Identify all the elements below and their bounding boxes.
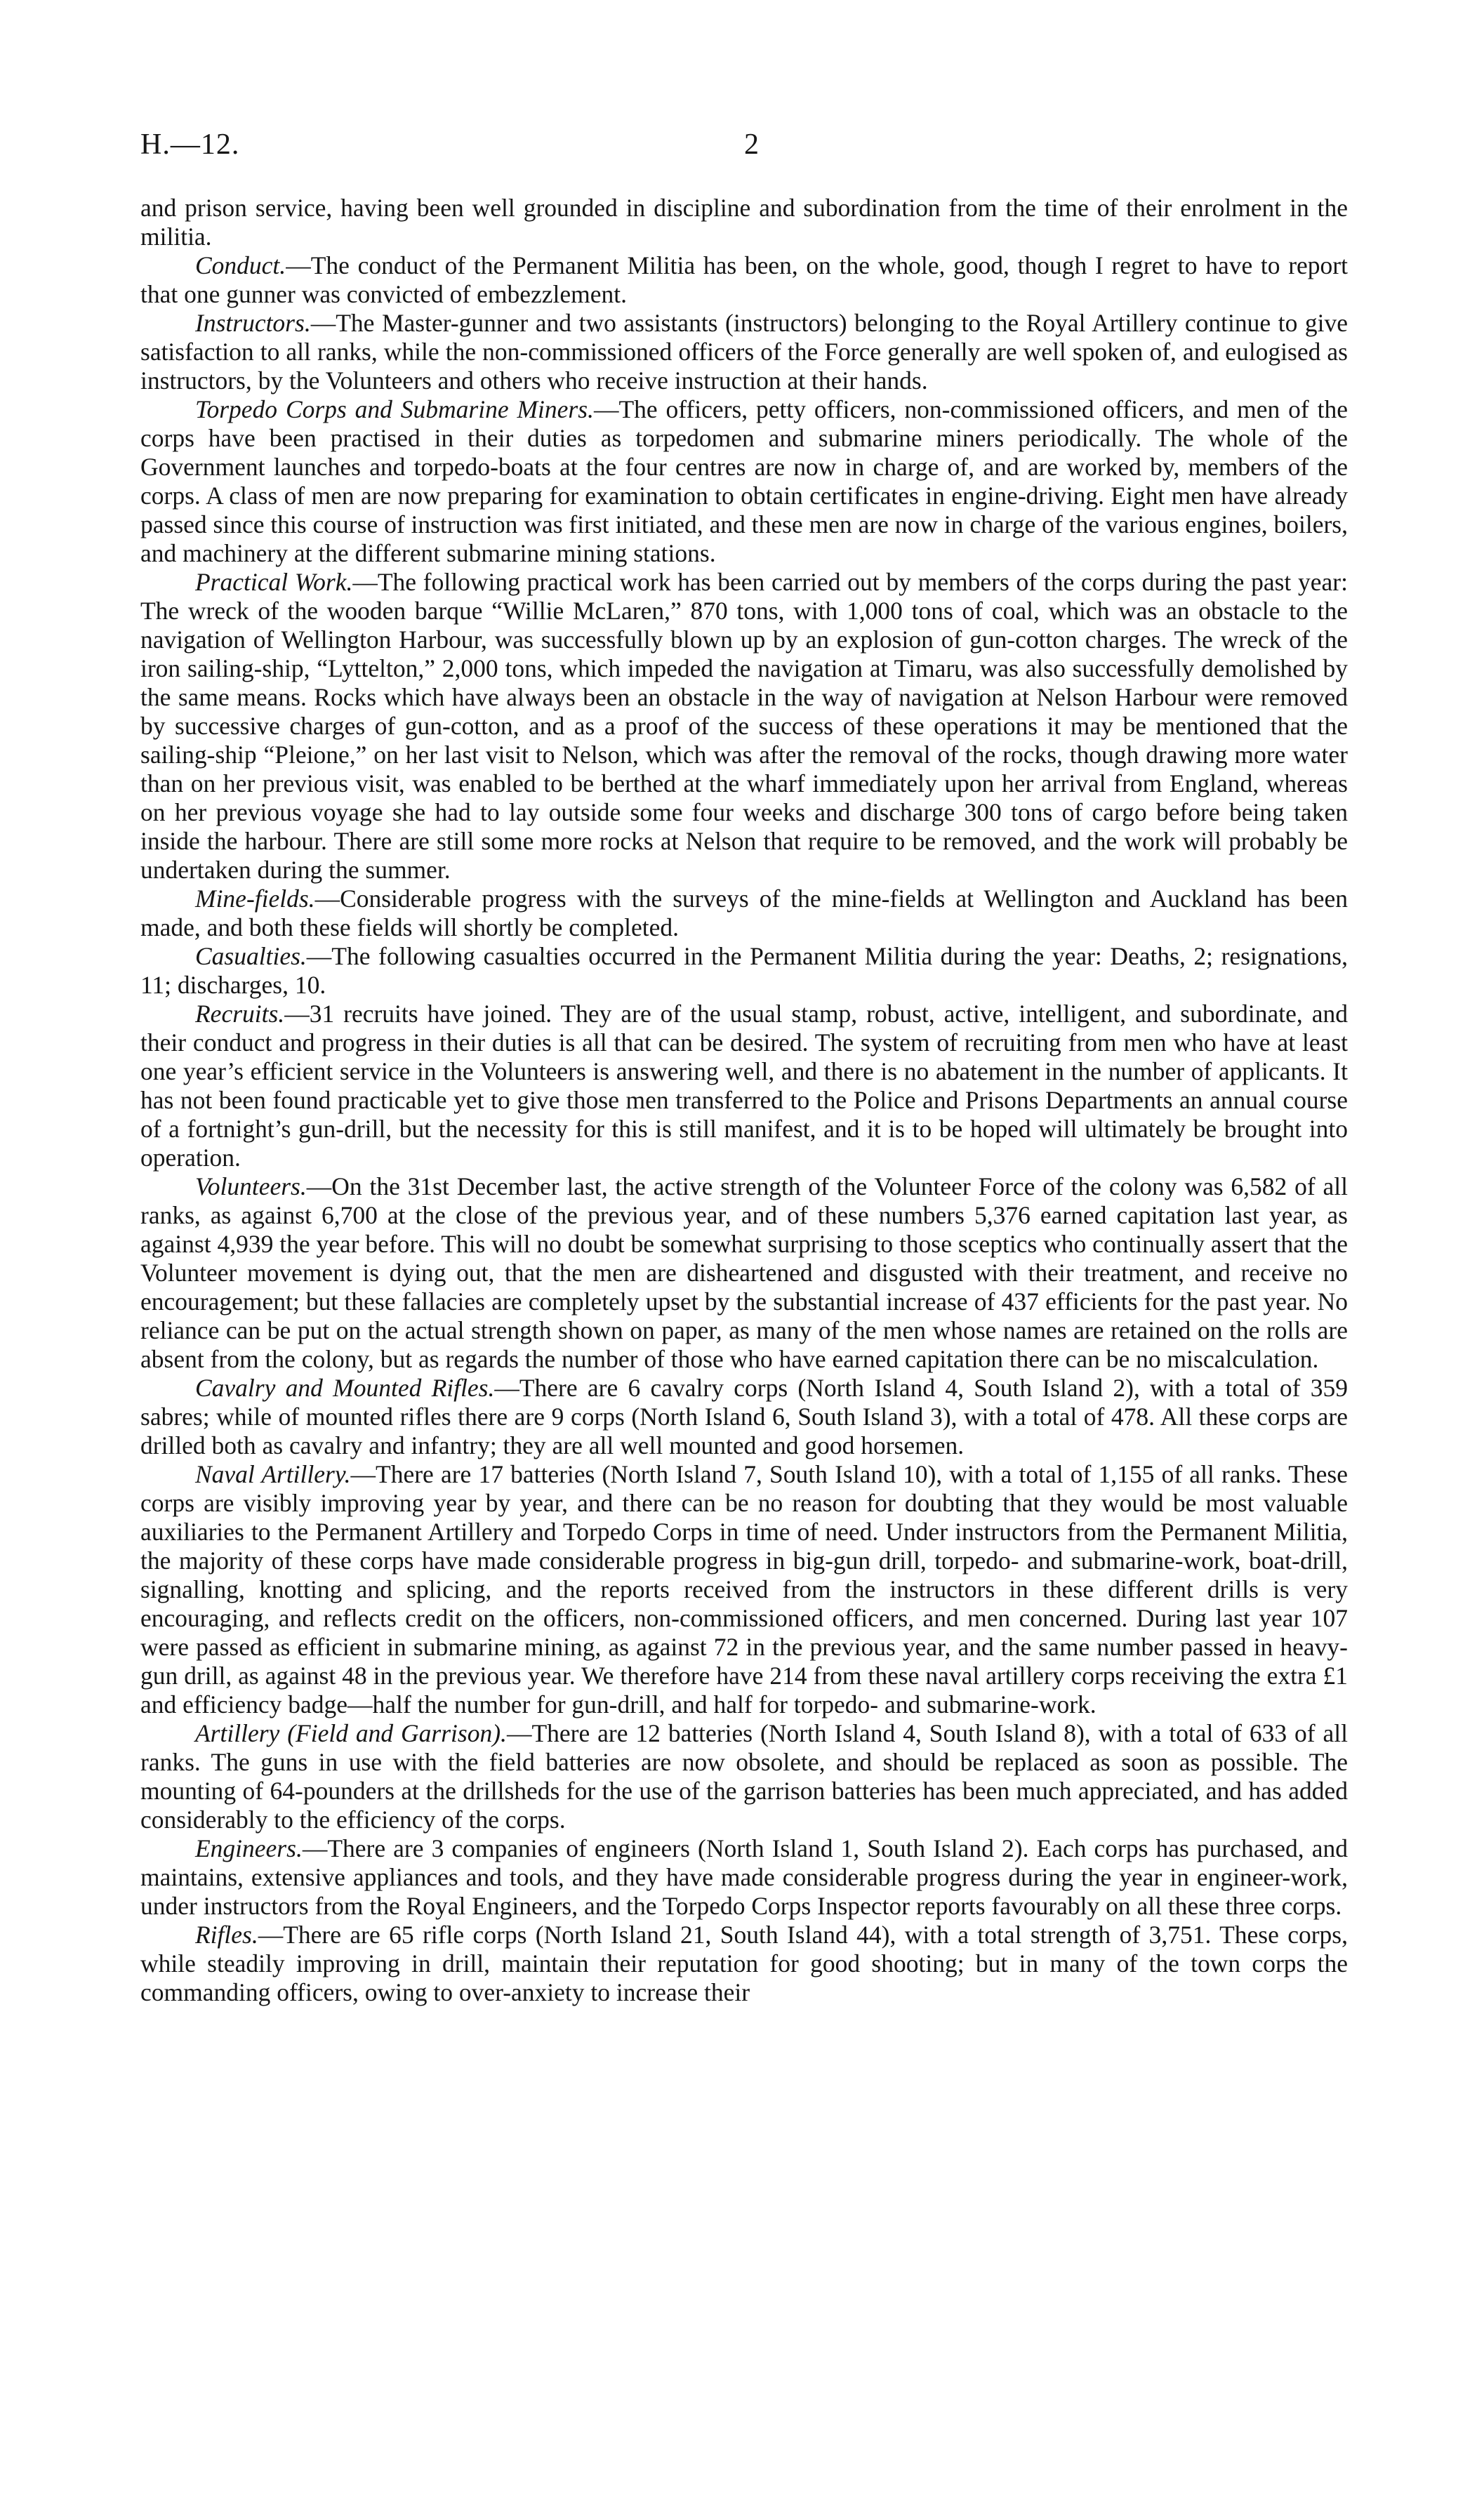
section-heading: Recruits. (195, 1000, 285, 1028)
section-heading: Casualties. (195, 942, 307, 970)
paragraph-text: —The conduct of the Permanent Militia has been, on the whole, good, though I regret to have to report that one gunner was convicted of embezzlement. (140, 251, 1348, 308)
paragraph-torpedo-corps (140, 395, 1348, 568)
section-heading: Artillery (Field and Garrison). (195, 1719, 507, 1747)
paragraph-text: —The following casualties occurred in the Permanent Militia during the year: Deaths, 2; resignations, 11; discharges, 10. (140, 942, 1348, 999)
paragraph-text: —There are 65 rifle corps (North Island 21, South Island 44), with a total strength of 3,751. These corps, while steadily improving in drill, maintain their reputation for good shooting; but in many of the town corps the commanding officers, owing to over-anxiety to increase their (140, 1921, 1348, 2006)
paragraph-text: —31 recruits have joined. They are of the usual stamp, robust, active, intelligent, and subordinate, and their conduct and progress in their duties is all that can be desired. The system of recruiting from men who have at least one year’s efficient service in the Volunteers is answering well, and there is no abatement in the number of applicants. It has not been found practicable yet to give those men transferred to the Police and Prisons Departments an annual course of a fortnight’s gun-drill, but the necessity for this is still manifest, and it is to be hoped will ultimately be brought into operation. (140, 1000, 1348, 1172)
paragraph-text: and prison service, having been well grounded in discipline and subordination from the time of their enrolment in the militia. (140, 194, 1348, 251)
paragraph-mine-fields (140, 885, 1348, 942)
page-header (140, 128, 1348, 170)
paragraph-cavalry (140, 1374, 1348, 1460)
paragraph-rifles (140, 1921, 1348, 2007)
paragraph-text: —There are 6 cavalry corps (North Island 4, South Island 2), with a total of 359 sabres; while of mounted rifles there are 9 corps (North Island 6, South Island 3), with a total of 478. All these corps are drilled both as cavalry and infantry; they are all well mounted and good horsemen. (140, 1374, 1348, 1459)
paragraph-engineers (140, 1834, 1348, 1921)
section-heading: Cavalry and Mounted Rifles. (195, 1374, 495, 1402)
section-heading: Mine-fields. (195, 885, 315, 913)
paragraph-recruits (140, 1000, 1348, 1172)
paragraph-text: —There are 17 batteries (North Island 7, South Island 10), with a total of 1,155 of all ranks. These corps are visibly improving year by year, and there can be no reason for doubting that they would be most valuable auxiliaries to the Permanent Artillery and Torpedo Corps in time of need. Under instructors from the Permanent Militia, the majority of these corps have made considerable progress in big-gun drill, torpedo- and submarine-work, boat-drill, signalling, knotting and splicing, and the reports received from the instructors in these different drills is very encouraging, and reflects credit on the officers, non-commissioned officers, and men concerned. During last year 107 were passed as efficient in submarine mining, as against 72 in the previous year, and the same number passed in heavy-gun drill, as against 48 in the previous year. We therefore have 214 from these naval artillery corps receiving the extra £1 and efficiency badge—half the number for gun-drill, and half for torpedo- and submarine-work. (140, 1460, 1349, 1718)
paragraph-naval-artillery (140, 1460, 1348, 1719)
paragraph-text: —The officers, petty officers, non-commissioned officers, and men of the corps have been practised in their duties as torpedomen and submarine miners periodically. The whole of the Government launches and torpedo-boats at the four centres are now in charge of, and are worked by, members of the corps. A class of men are now preparing for examination to obtain certificates in engine-driving. Eight men have already passed since this course of instruction was first initiated, and these men are now in charge of the various engines, boilers, and machinery at the different submarine mining stations. (140, 395, 1348, 567)
page-number: 2 (744, 128, 759, 161)
paragraph-text: —There are 12 batteries (North Island 4, South Island 8), with a total of 633 of all ranks. The guns in use with the field batteries are now obsolete, and should be replaced as soon as possible. The mounting of 64-pounders at the drillsheds for the use of the garrison batteries has been much appreciated, and has added considerably to the efficiency of the corps. (140, 1719, 1348, 1834)
section-heading: Engineers. (195, 1834, 303, 1862)
section-heading: Conduct. (195, 251, 286, 279)
paragraph-text: —Considerable progress with the surveys of the mine-fields at Wellington and Auckland has been made, and both these fields will shortly be completed. (140, 885, 1348, 941)
paragraph-text: —On the 31st December last, the active strength of the Volunteer Force of the colony was 6,582 of all ranks, as against 6,700 at the close of the previous year, and of these numbers 5,376 earned capitation last year, as against 4,939 the year before. This will no doubt be somewhat surprising to those sceptics who continually assert that the Volunteer movement is dying out, that the men are disheartened and disgusted with their treatment, and receive no encouragement; but these fallacies are completely upset by the substantial increase of 437 efficients for the past year. No reliance can be put on the actual strength shown on paper, as many of the men whose names are retained on the rolls are absent from the colony, but as regards the number of those who have earned capitation there can be no miscalculation. (140, 1172, 1348, 1373)
paragraph-continuation (140, 194, 1348, 251)
section-heading: Volunteers. (195, 1172, 307, 1200)
section-heading: Torpedo Corps and Submarine Miners. (195, 395, 594, 423)
section-heading: Practical Work. (195, 568, 353, 596)
paragraph-practical-work (140, 568, 1348, 885)
section-heading: Rifles. (195, 1921, 258, 1949)
paragraph-text: —The following practical work has been carried out by members of the corps during the past year: The wreck of the wooden barque “Willie McLaren,” 870 tons, with 1,000 tons of coal, which was an obstacle to the navigation of Wellington Harbour, was successfully blown up by an explosion of gun-cotton charges. The wreck of the iron sailing-ship, “Lyttelton,” 2,000 tons, which impeded the navigation at Timaru, was also successfully demolished by the same means. Rocks which have always been an obstacle in the way of navigation at Nelson Harbour were removed by successive charges of gun-cotton, and as a proof of the success of these operations it may be mentioned that the sailing-ship “Pleione,” on her last visit to Nelson, which was after the removal of the rocks, though drawing more water than on her previous visit, was enabled to be berthed at the wharf immediately upon her arrival from England, whereas on her previous voyage she had to lay outside some four weeks and discharge 300 tons of cargo before being taken inside the harbour. There are still some more rocks at Nelson that require to be removed, and the work will probably be undertaken during the summer. (140, 568, 1348, 884)
paragraph-artillery (140, 1719, 1348, 1834)
paragraph-text: —The Master-gunner and two assistants (instructors) belonging to the Royal Artillery continue to give satisfaction to all ranks, while the non-commissioned officers of the Force generally are well spoken of, and eulogised as instructors, by the Volunteers and others who receive instruction at their hands. (140, 309, 1348, 395)
document-reference: H.—12. (140, 128, 240, 161)
paragraph-text: —There are 3 companies of engineers (North Island 1, South Island 2). Each corps has purchased, and maintains, extensive appliances and tools, and they have made considerable progress during the year in engineer-work, under instructors from the Royal Engineers, and the Torpedo Corps Inspector reports favourably on all these three corps. (140, 1834, 1348, 1920)
body-text (140, 194, 1348, 2007)
paragraph-casualties (140, 942, 1348, 1000)
paragraph-volunteers (140, 1172, 1348, 1374)
paragraph-instructors (140, 309, 1348, 395)
section-heading: Naval Artillery. (195, 1460, 351, 1488)
section-heading: Instructors. (195, 309, 311, 337)
paragraph-conduct (140, 251, 1348, 309)
